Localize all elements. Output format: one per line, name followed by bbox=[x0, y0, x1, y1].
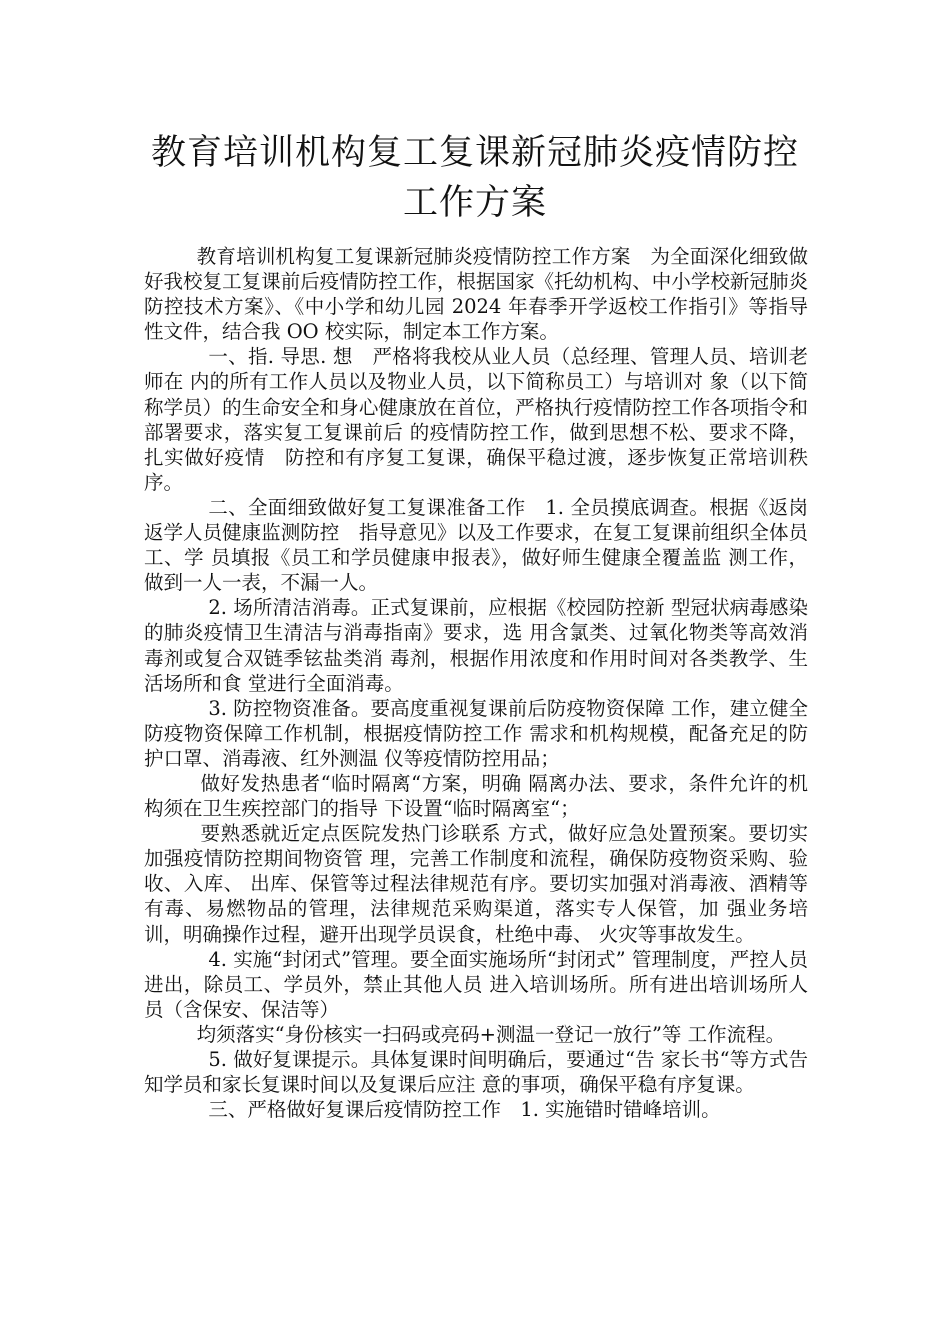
title-line-2: 工作方案 bbox=[402, 183, 547, 223]
paragraph-supplies: 3. 防控物资准备。要高度重视复课前后防疫物资保障 工作，建立健全防疫物资保障工作机制，根据疫情防控工作 需求和机构规模，配备充足的防护口罩、消毒液、红外测温 仪等疫情防控用品； bbox=[144, 696, 808, 770]
paragraph-preparation: 二、全面细致做好复工复课准备工作 1. 全员摸底调查。根据《返岗返学人员健康监测防控 指导意见》以及工作要求，在复工复课前组织全体员工、学 员填报《员工和学员健康申报表》，做好师生健康全覆盖监 测工作，做到一人一表，不漏一人。 bbox=[144, 495, 808, 595]
paragraph-disinfection: 2. 场所清洁消毒。正式复课前，应根据《校园防控新 型冠状病毒感染的肺炎疫情卫生清洁与消毒指南》要求，选 用含氯类、过氧化物类等高效消毒剂或复合双链季铉盐类消 毒剂，根据作用浓度和作用时间对各类教学、生活场所和食 堂进行全面消毒。 bbox=[144, 596, 808, 695]
paragraph-intro: 教育培训机构复工复课新冠肺炎疫情防控工作方案 为全面深化细致做好我校复工复课前后疫情防控工作，根据国家《托幼机构、中小学校新冠肺炎防控技术方案》、《中小学和幼儿园 2024 年春季开学返校工作指引》等指导 性文件，结合我 OO 校实际，制定本工作方案。 bbox=[144, 245, 808, 344]
paragraph-isolation: 做好发热患者“临时隔离“方案，明确 隔离办法、要求，条件允许的机构须在卫生疾控部门的指导 下设置“临时隔离室“； bbox=[144, 771, 808, 821]
title-line-1: 教育培训机构复工复课新冠肺炎疫情防控 bbox=[150, 133, 799, 173]
paragraph-emergency: 要熟悉就近定点医院发热门诊联系 方式，做好应急处置预案。要切实加强疫情防控期间物资管 理，完善工作制度和流程，确保防疫物资采购、验收、入库、 出库、保管等过程法律规范有序。要切实加强对消毒液、酒精等 有毒、易燃物品的管理，法律规范采购渠道，落实专人保管，加 强业务培训，明确操作过程，避开出现学员误食，杜绝中毒、 火灾等事故发生。 bbox=[144, 822, 808, 946]
paragraph-after-resumption: 三、严格做好复课后疫情防控工作 1. 实施错时错峰培训。 bbox=[208, 1098, 721, 1122]
document-body bbox=[144, 244, 808, 1122]
paragraph-verification: 均须落实“身份核实一扫码或亮码+测温一登记一放行”等 工作流程。 bbox=[196, 1022, 786, 1046]
document-title bbox=[120, 128, 830, 228]
paragraph-guiding-ideology: 一、指. 导思. 想 严格将我校从业人员（总经理、管理人员、培训老师在 内的所有工作人员以及物业人员，以下简称员工）与培训对 象（以下简称学员）的生命安全和身心健康放在首位，严格执行疫情防控工作各项指令和部署要求，落实复工复课前后 的疫情防控工作，做到思想不松、要求不降，扎实做好疫情 防控和有序复工复课，确保平稳过渡，逐步恢复正常培训秩 序。 bbox=[144, 345, 808, 494]
paragraph-reminder: 5. 做好复课提示。具体复课时间明确后，要通过“告 家长书“等方式告知学员和家长复课时间以及复课后应注 意的事项，确保平稳有序复课。 bbox=[144, 1048, 808, 1097]
paragraph-closed-management: 4. 实施“封闭式”管理。要全面实施场所“封闭式” 管理制度，严控人员进出，除员工、学员外，禁止其他人员 进入培训场所。所有进出培训场所人员（含保安、保洁等） bbox=[144, 947, 808, 1021]
